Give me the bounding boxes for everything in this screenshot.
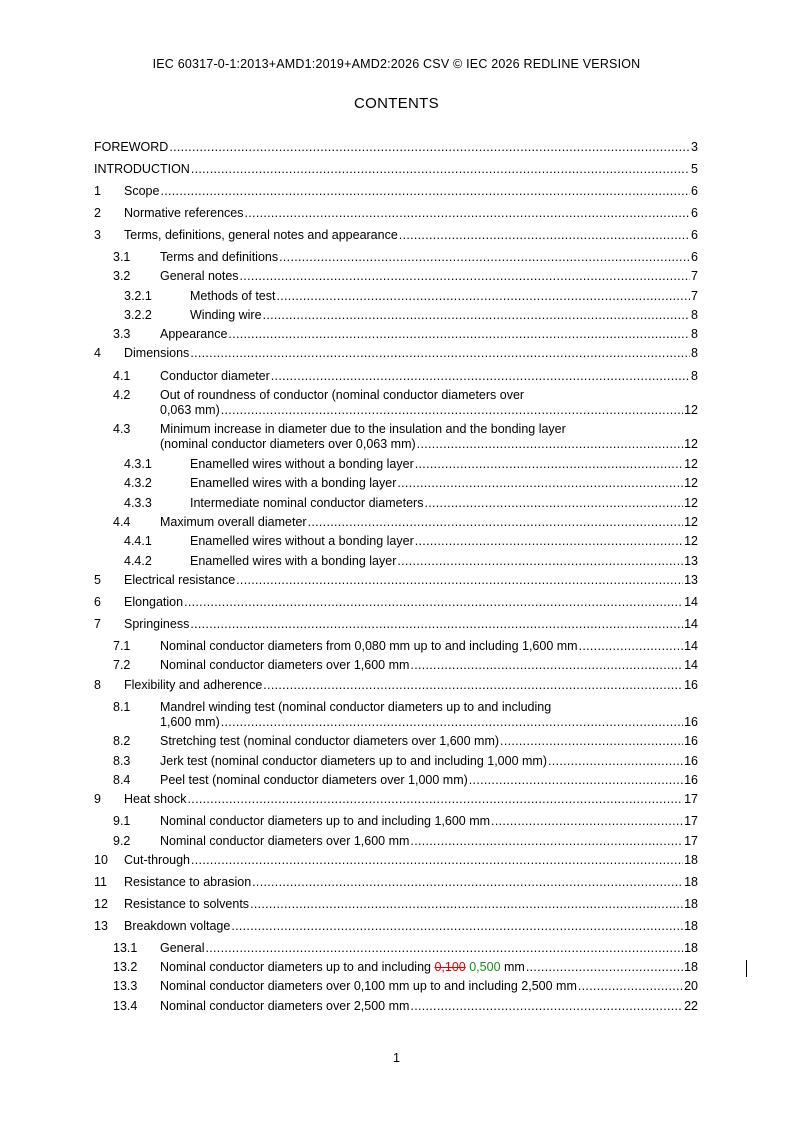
document-header: IEC 60317-0-1:2013+AMD1:2019+AMD2:2026 CSV © IEC 2026 REDLINE VERSION — [152, 57, 641, 71]
toc-entry-3-2-2[interactable] — [124, 308, 698, 322]
toc-number: 4 — [94, 346, 101, 360]
toc-number: 13.3 — [113, 979, 138, 993]
toc-title: Nominal conductor diameters from 0,080 mm up to and including 1,600 mm — [160, 639, 578, 653]
toc-entry-13-2[interactable] — [113, 960, 698, 974]
toc-title: Normative references — [124, 206, 244, 220]
toc-number: 5 — [94, 573, 101, 587]
toc-title: Peel test (nominal conductor diameters over 1,000 mm) — [160, 773, 468, 787]
toc-number: 4.1 — [113, 369, 131, 383]
leader-dots — [190, 346, 690, 360]
leader-dots — [491, 814, 683, 828]
toc-title: General — [160, 941, 205, 955]
leader-dots — [252, 875, 683, 889]
toc-title: Maximum overall diameter — [160, 515, 307, 529]
toc-page: 17 — [684, 792, 698, 806]
toc-number: 4.4.2 — [124, 554, 152, 568]
toc-title: Nominal conductor diameters over 1,600 mm — [160, 834, 410, 848]
toc-page: 18 — [684, 941, 698, 955]
toc-entry-4-3-3[interactable] — [124, 496, 698, 510]
toc-number: 9.1 — [113, 814, 131, 828]
toc-page: 16 — [684, 773, 698, 787]
leader-dots — [221, 715, 683, 729]
toc-page: 5 — [691, 162, 698, 176]
toc-page: 16 — [684, 678, 698, 692]
toc-title: Enamelled wires without a bonding layer — [190, 534, 414, 548]
toc-number: 4.3.1 — [124, 457, 152, 471]
leader-dots — [191, 162, 690, 176]
leader-dots — [188, 792, 684, 806]
toc-entry-13-3[interactable] — [113, 979, 698, 993]
toc-number: 4.2 — [113, 388, 131, 402]
toc-number: 8 — [94, 678, 101, 692]
toc-entry-7[interactable] — [94, 617, 698, 631]
toc-entry-1[interactable] — [94, 184, 698, 198]
toc-page: 13 — [684, 573, 698, 587]
toc-title: Minimum increase in diameter due to the insulation and the bonding layer — [160, 422, 566, 436]
toc-title: Stretching test (nominal conductor diameters over 1,600 mm) — [160, 734, 500, 748]
toc-number: 2 — [94, 206, 101, 220]
leader-dots — [397, 476, 683, 490]
leader-dots — [190, 617, 683, 631]
leader-dots — [263, 308, 690, 322]
toc-number: 3.2.2 — [124, 308, 152, 322]
toc-page: 17 — [684, 814, 698, 828]
toc-title: Breakdown voltage — [124, 919, 231, 933]
toc-entry-13-1[interactable] — [113, 941, 698, 955]
toc-page: 17 — [684, 834, 698, 848]
leader-dots — [578, 979, 683, 993]
leader-dots — [184, 595, 683, 609]
toc-entry-8[interactable] — [94, 678, 698, 692]
toc-entry-4-3-1[interactable] — [124, 457, 698, 471]
toc-page: 18 — [684, 897, 698, 911]
toc-page: 12 — [684, 515, 698, 529]
toc-page: 7 — [691, 289, 698, 303]
toc-number: 13 — [94, 919, 108, 933]
leader-dots — [250, 897, 683, 911]
leader-dots — [160, 184, 690, 198]
toc-number: 3.3 — [113, 327, 131, 341]
toc-page: 13 — [684, 554, 698, 568]
toc-number: 3.2.1 — [124, 289, 152, 303]
toc-page: 7 — [691, 269, 698, 283]
leader-dots — [500, 734, 683, 748]
toc-entry-3-3[interactable] — [113, 327, 698, 341]
toc-entry-9-2[interactable] — [113, 834, 698, 848]
toc-page: 12 — [684, 457, 698, 471]
toc-entry-foreword[interactable] — [94, 140, 698, 154]
toc-entry-9-1[interactable] — [113, 814, 698, 828]
leader-dots — [417, 437, 683, 451]
toc-title: Scope — [124, 184, 160, 198]
toc-page: 12 — [684, 476, 698, 490]
leader-dots — [308, 515, 684, 529]
toc-title: Elongation — [124, 595, 184, 609]
toc-entry-8-2[interactable] — [113, 734, 698, 748]
toc-entry-3[interactable] — [94, 228, 698, 242]
page-title: CONTENTS — [354, 95, 439, 112]
toc-title: Nominal conductor diameters up to and including — [160, 960, 435, 974]
toc-number: 3.1 — [113, 250, 131, 264]
toc-title: Nominal conductor diameters over 2,500 mm — [160, 999, 410, 1013]
toc-number: 9 — [94, 792, 101, 806]
toc-entry-8-1[interactable] — [113, 700, 698, 729]
toc-title: INTRODUCTION — [94, 162, 190, 176]
toc-page: 6 — [691, 206, 698, 220]
inserted-text: 0,500 — [469, 960, 501, 974]
toc-number: 12 — [94, 897, 108, 911]
toc-entry-11[interactable] — [94, 875, 698, 889]
toc-number: 13.2 — [113, 960, 138, 974]
toc-page: 16 — [684, 754, 698, 768]
toc-number: 8.2 — [113, 734, 131, 748]
toc-entry-4-4-1[interactable] — [124, 534, 698, 548]
leader-dots — [191, 853, 683, 867]
toc-title: Terms, definitions, general notes and appearance — [124, 228, 398, 242]
toc-page: 8 — [691, 346, 698, 360]
toc-page: 14 — [684, 658, 698, 672]
toc-page: 6 — [691, 228, 698, 242]
toc-title-continued: (nominal conductor diameters over 0,063 mm) — [160, 437, 416, 451]
toc-number: 13.1 — [113, 941, 138, 955]
toc-title: Out of roundness of conductor (nominal conductor diameters over — [160, 388, 525, 402]
toc-entry-2[interactable] — [94, 206, 698, 220]
toc-page: 18 — [684, 919, 698, 933]
toc-entry-8-4[interactable] — [113, 773, 698, 787]
toc-page: 12 — [684, 496, 698, 510]
toc-number: 4.3.2 — [124, 476, 152, 490]
leader-dots — [397, 554, 683, 568]
toc-number: 13.4 — [113, 999, 138, 1013]
toc-page: 16 — [684, 734, 698, 748]
toc-entry-4-3-2[interactable] — [124, 476, 698, 490]
leader-dots — [271, 369, 690, 383]
toc-entry-4-4[interactable] — [113, 515, 698, 529]
toc-title-continued: 1,600 mm) — [160, 715, 220, 729]
toc-title: General notes — [160, 269, 239, 283]
toc-entry-6[interactable] — [94, 595, 698, 609]
deleted-text: 0,100 — [434, 960, 466, 974]
toc-page: 20 — [684, 979, 698, 993]
toc-title: Intermediate nominal conductor diameters — [190, 496, 424, 510]
toc-number: 4.4 — [113, 515, 131, 529]
toc-title: Electrical resistance — [124, 573, 236, 587]
leader-dots — [410, 999, 683, 1013]
toc-number: 7.1 — [113, 639, 131, 653]
toc-title: Nominal conductor diameters up to and including 1,600 mm — [160, 814, 491, 828]
toc-page: 22 — [684, 999, 698, 1013]
leader-dots — [263, 678, 683, 692]
toc-page: 18 — [684, 960, 698, 974]
toc-entry-7-1[interactable] — [113, 639, 698, 653]
toc-entry-5[interactable] — [94, 573, 698, 587]
leader-dots — [240, 269, 691, 283]
toc-entry-3-2[interactable] — [113, 269, 698, 283]
leader-dots — [236, 573, 683, 587]
leader-dots — [410, 834, 683, 848]
toc-number: 4.4.1 — [124, 534, 152, 548]
toc-page: 6 — [691, 184, 698, 198]
toc-title: Enamelled wires without a bonding layer — [190, 457, 414, 471]
leader-dots — [279, 250, 690, 264]
toc-title: Enamelled wires with a bonding layer — [190, 476, 397, 490]
toc-number: 8.3 — [113, 754, 131, 768]
toc-number: 10 — [94, 853, 108, 867]
toc-page: 12 — [684, 403, 698, 417]
toc-page: 14 — [684, 639, 698, 653]
change-bar — [746, 960, 747, 977]
leader-dots — [169, 140, 690, 154]
toc-page: 8 — [691, 308, 698, 322]
leader-dots — [424, 496, 683, 510]
leader-dots — [228, 327, 690, 341]
toc-title: Heat shock — [124, 792, 187, 806]
toc-title: Jerk test (nominal conductor diameters up to and including 1,000 mm) — [160, 754, 547, 768]
leader-dots — [231, 919, 683, 933]
toc-title: Conductor diameter — [160, 369, 270, 383]
toc-page: 8 — [691, 369, 698, 383]
toc-title-continued: 0,063 mm) — [160, 403, 220, 417]
toc-title-suffix: mm — [500, 960, 525, 974]
toc-page: 14 — [684, 617, 698, 631]
toc-entry-13-4[interactable] — [113, 999, 698, 1013]
toc-page: 18 — [684, 853, 698, 867]
toc-title: Dimensions — [124, 346, 190, 360]
toc-page: 12 — [684, 534, 698, 548]
leader-dots — [205, 941, 683, 955]
leader-dots — [469, 773, 683, 787]
toc-title: Nominal conductor diameters over 0,100 mm up to and including 2,500 mm — [160, 979, 577, 993]
toc-page: 3 — [691, 140, 698, 154]
leader-dots — [526, 960, 683, 974]
toc-entry-3-1[interactable] — [113, 250, 698, 264]
leader-dots — [245, 206, 691, 220]
toc-number: 4.3 — [113, 422, 131, 436]
toc-number: 8.1 — [113, 700, 131, 714]
toc-number: 9.2 — [113, 834, 131, 848]
leader-dots — [579, 639, 684, 653]
toc-page: 14 — [684, 595, 698, 609]
toc-page: 18 — [684, 875, 698, 889]
toc-title: Winding wire — [190, 308, 262, 322]
toc-entry-12[interactable] — [94, 897, 698, 911]
toc-entry-10[interactable] — [94, 853, 698, 867]
toc-page: 12 — [684, 437, 698, 451]
toc-entry-13[interactable] — [94, 919, 698, 933]
toc-entry-7-2[interactable] — [113, 658, 698, 672]
toc-number: 7.2 — [113, 658, 131, 672]
toc-entry-introduction[interactable] — [94, 162, 698, 176]
toc-number: 4.3.3 — [124, 496, 152, 510]
toc-entry-3-2-1[interactable] — [124, 289, 698, 303]
toc-number: 3.2 — [113, 269, 131, 283]
toc-entry-4-3[interactable] — [113, 422, 698, 451]
toc-title: Resistance to abrasion — [124, 875, 252, 889]
toc-title: Springiness — [124, 617, 190, 631]
toc-page: 16 — [684, 715, 698, 729]
toc-entry-4[interactable] — [94, 346, 698, 360]
toc-title: FOREWORD — [94, 140, 169, 154]
toc-entry-4-4-2[interactable] — [124, 554, 698, 568]
toc-title: Resistance to solvents — [124, 897, 250, 911]
toc-title: Appearance — [160, 327, 228, 341]
toc-title: Nominal conductor diameters over 1,600 mm — [160, 658, 410, 672]
leader-dots — [415, 534, 683, 548]
toc-title: Methods of test — [190, 289, 276, 303]
toc-title: Terms and definitions — [160, 250, 279, 264]
leader-dots — [399, 228, 690, 242]
toc-number: 11 — [94, 875, 107, 889]
toc-number: 6 — [94, 595, 101, 609]
toc-entry-4-2[interactable] — [113, 388, 698, 417]
toc-title: Flexibility and adherence — [124, 678, 263, 692]
toc-entry-8-3[interactable] — [113, 754, 698, 768]
leader-dots — [410, 658, 683, 672]
toc-page: 8 — [691, 327, 698, 341]
page-number: 1 — [393, 1051, 400, 1065]
toc-number: 8.4 — [113, 773, 131, 787]
leader-dots — [221, 403, 683, 417]
toc-title: Cut-through — [124, 853, 191, 867]
leader-dots — [548, 754, 683, 768]
toc-page: 6 — [691, 250, 698, 264]
toc-title: Mandrel winding test (nominal conductor diameters up to and including — [160, 700, 552, 714]
leader-dots — [415, 457, 683, 471]
toc-title: Enamelled wires with a bonding layer — [190, 554, 397, 568]
toc-number: 3 — [94, 228, 101, 242]
toc-entry-4-1[interactable] — [113, 369, 698, 383]
toc-entry-9[interactable] — [94, 792, 698, 806]
toc-number: 1 — [94, 184, 101, 198]
leader-dots — [276, 289, 690, 303]
toc-number: 7 — [94, 617, 101, 631]
